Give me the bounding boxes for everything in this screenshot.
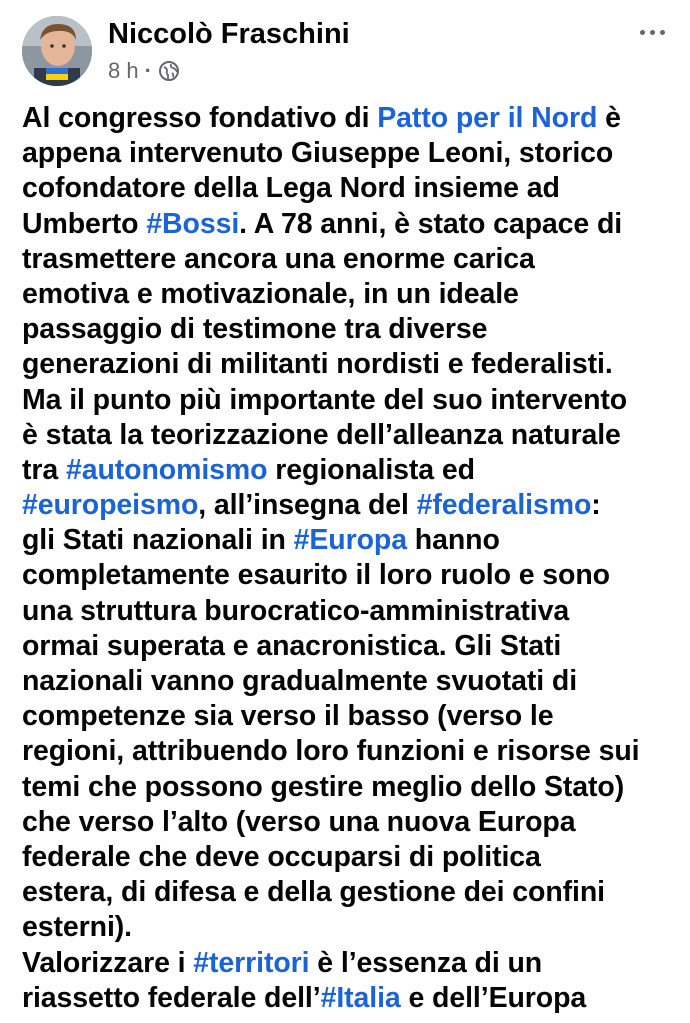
post-text-segment: completamente esaurito il loro ruolo e sono <box>22 559 610 592</box>
post-text-segment: cofondatore della Lega Nord insieme ad <box>22 172 560 205</box>
post-text-line <box>22 946 682 981</box>
post-text-line <box>22 418 682 453</box>
post-text-line <box>22 594 682 629</box>
post-text-line <box>22 312 682 347</box>
hashtag-link[interactable]: #federalismo <box>416 489 592 522</box>
more-dot <box>660 30 665 35</box>
post-text-segment: trasmettere ancora una enorme carica <box>22 242 535 275</box>
post-text-segment: è l’essenza di un <box>309 946 543 979</box>
more-dots-icon <box>640 30 645 35</box>
post-text-segment: nazionali vanno gradualmente svuotati di <box>22 665 578 697</box>
post-text-line <box>22 277 682 312</box>
more-dot <box>650 30 655 35</box>
post-text-line <box>22 699 682 734</box>
post-text-segment: esterni). <box>22 911 132 944</box>
avatar[interactable] <box>22 16 92 86</box>
post-text-line <box>22 523 682 558</box>
post-text-segment: Ma il punto più importante del suo intervento <box>22 383 628 416</box>
post-text-line <box>22 840 682 875</box>
post-text-segment: una struttura burocratico-amministrativa <box>22 594 570 627</box>
post-text-line <box>22 629 682 664</box>
post-text-line <box>22 875 682 910</box>
post-text-line <box>22 664 682 699</box>
author-name[interactable]: Niccolò Fraschini <box>108 18 350 50</box>
post-text-segment: tra <box>22 453 66 486</box>
post-text-segment: è <box>597 102 621 134</box>
post-text-segment: ormai superata e anacronistica. Gli Stati <box>22 629 562 662</box>
post-text-segment: . A 78 anni, è stato capace di <box>239 207 623 240</box>
post-text-line <box>22 207 682 242</box>
post-text-segment: è stata la teorizzazione dell’alleanza naturale <box>22 418 621 451</box>
avatar-image <box>22 16 92 86</box>
post-text-segment: Valorizzare i <box>22 946 194 979</box>
post-text-segment: riassetto federale dell’ <box>22 981 321 1014</box>
hashtag-link[interactable]: #Italia <box>320 981 401 1014</box>
post-text-segment: Umberto <box>22 207 147 240</box>
post-text-segment: hanno <box>406 524 500 557</box>
post-text-segment: federale che deve occuparsi di politica <box>22 840 541 873</box>
post-text-segment: che verso l’alto (verso una nuova Europa <box>22 805 576 838</box>
post-text-segment: : <box>591 489 601 522</box>
globe-icon[interactable] <box>158 60 180 82</box>
post-text-segment: estera, di difesa e della gestione dei confini <box>22 876 605 909</box>
post-text-line <box>22 910 682 945</box>
post-meta <box>108 58 180 84</box>
post-text-segment: , all’insegna del <box>198 489 417 522</box>
post-text-line <box>22 453 682 488</box>
hashtag-link[interactable]: #Europa <box>293 524 407 557</box>
post-text-segment: appena intervenuto Giuseppe Leoni, storico <box>22 137 614 170</box>
post-text-segment: passaggio di testimone tra diverse <box>22 313 488 346</box>
post-text-line <box>22 136 682 171</box>
post-text-line <box>22 101 682 136</box>
post-text-segment: regionalista ed <box>267 453 475 486</box>
post-text-line <box>22 770 682 805</box>
hashtag-link[interactable]: #autonomismo <box>65 453 268 486</box>
post-text-line <box>22 383 682 418</box>
post-text-segment: Al congresso fondativo di <box>22 102 378 134</box>
post-text-line <box>22 558 682 593</box>
post-text-line <box>22 488 682 523</box>
more-options-button[interactable] <box>632 20 672 44</box>
post-text-segment: e dell’Europa <box>400 981 587 1014</box>
hashtag-link[interactable]: #territori <box>193 946 310 979</box>
post-text-line <box>22 734 682 769</box>
post-time[interactable]: 8 h <box>108 58 139 83</box>
post-text-segment: competenze sia verso il basso (verso le <box>22 700 554 733</box>
post-header <box>0 0 690 100</box>
post-text-segment: gli Stati nazionali in <box>22 524 294 557</box>
hashtag-link[interactable]: #Bossi <box>146 207 240 240</box>
post-text-line <box>22 242 682 277</box>
post-text-line <box>22 805 682 840</box>
post-text-line <box>22 171 682 206</box>
hashtag-link[interactable]: #europeismo <box>22 489 199 522</box>
post-text-segment: emotiva e motivazionale, in un ideale <box>22 277 519 310</box>
post-text-line <box>22 347 682 382</box>
page-link[interactable]: Patto per il Nord <box>377 102 598 134</box>
post-text-line <box>22 981 682 1016</box>
post-text-segment: temi che possono gestire meglio dello Stato) <box>22 770 625 803</box>
post-text-segment: regioni, attribuendo loro funzioni e risorse sui <box>22 735 640 768</box>
post-text-segment: generazioni di militanti nordisti e federalisti. <box>22 348 613 381</box>
post-text <box>22 101 682 1016</box>
meta-separator: · <box>144 58 152 83</box>
